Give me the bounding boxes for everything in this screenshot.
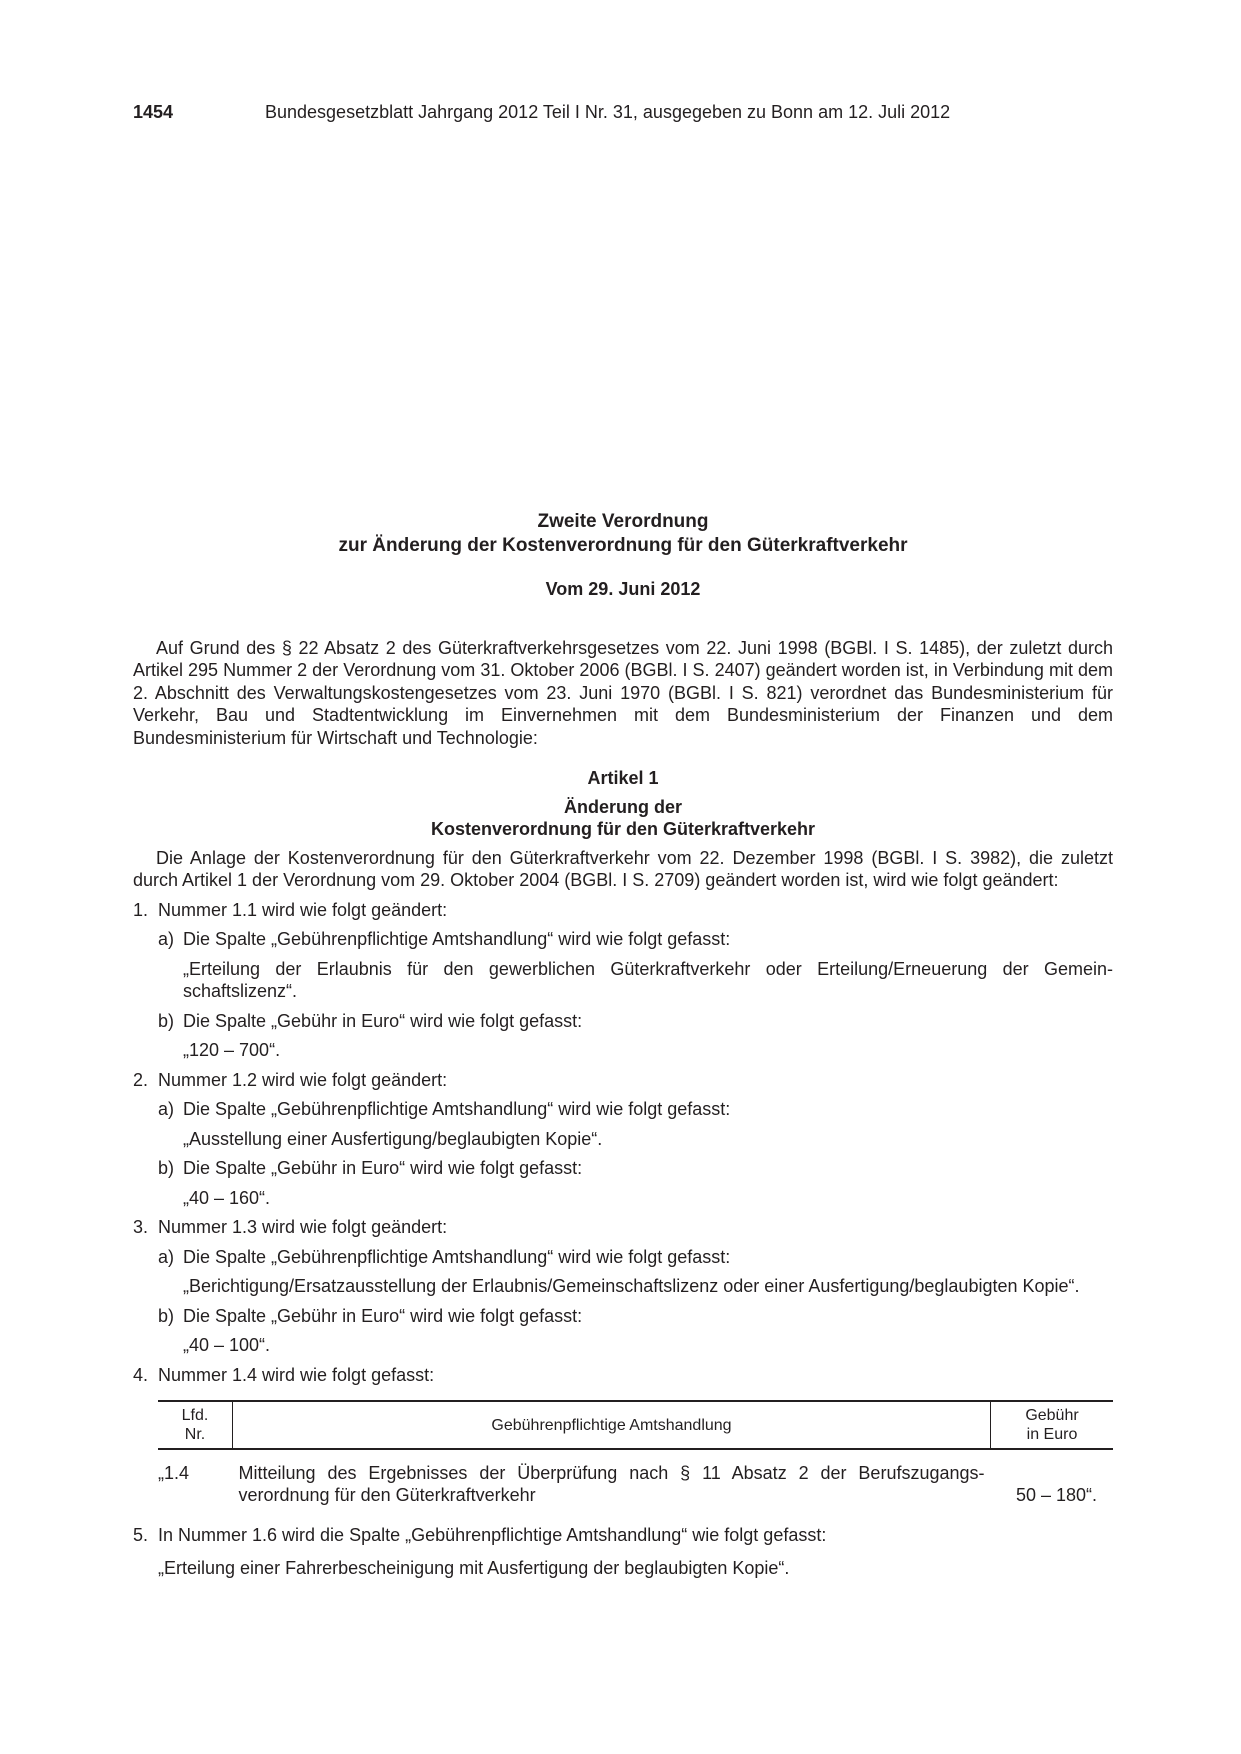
item-text: Nummer 1.2 wird wie folgt geändert: xyxy=(158,1069,448,1090)
title-line-1: Zweite Verordnung xyxy=(537,511,709,532)
sub-item-letter: b) xyxy=(158,1305,175,1326)
table-row xyxy=(158,1449,1113,1506)
sub-item xyxy=(133,1010,1113,1033)
sub-item xyxy=(133,1246,1113,1269)
sub-item-text: Die Spalte „Gebührenpflichtige Amtshandlung“ wird wie folgt gefasst: xyxy=(183,1099,731,1119)
article-heading: Artikel 1 xyxy=(587,768,659,788)
list-item xyxy=(133,1364,1113,1387)
item-text: Nummer 1.1 wird wie folgt geändert: xyxy=(158,899,448,920)
header-nr-line2: Nr. xyxy=(184,1426,206,1443)
sub-item-letter: a) xyxy=(158,1099,175,1119)
sub-item-letter: b) xyxy=(158,1158,175,1178)
header-lfd-nr xyxy=(158,1401,233,1449)
item-text: Nummer 1.4 wird wie folgt gefasst: xyxy=(158,1364,435,1385)
sub-item-letter: a) xyxy=(158,1246,175,1267)
sub-item-text: Die Spalte „Gebührenpflichtige Amtshandlung“ wird wie folgt gefasst: xyxy=(183,1246,731,1267)
sub-item-letter: a) xyxy=(158,929,175,949)
header-action: Gebührenpflichtige Amtshandlung xyxy=(233,1401,991,1449)
header-fee xyxy=(991,1401,1114,1449)
quote-text: „40 – 160“. xyxy=(183,1187,271,1208)
quote-text: „40 – 100“. xyxy=(183,1335,271,1355)
list-item xyxy=(133,899,1113,922)
cell-fee: 50 – 180“. xyxy=(1015,1485,1097,1505)
list-item xyxy=(133,1216,1113,1239)
quote-text: „Berichtigung/Ersatzausstellung der Erlaubnis/Gemeinschaftslizenz oder einer Ausfertigung/beglaubigten Kopie“. xyxy=(183,1276,1080,1296)
sub-item-text: Die Spalte „Gebühr in Euro“ wird wie folgt gefasst: xyxy=(183,1158,583,1178)
quote-text: „Erteilung der Erlaubnis für den gewerblichen Güterkraftverkehr oder Erteilung/Erneuerung der Gemein-schaftslizenz“. xyxy=(183,958,1113,1001)
sub-item xyxy=(133,1305,1113,1328)
cell-nr: „1.4 xyxy=(158,1463,190,1483)
item-number: 4. xyxy=(133,1364,149,1385)
quote-text: „120 – 700“. xyxy=(183,1040,281,1060)
quote-text: „Ausstellung einer Ausfertigung/beglaubigten Kopie“. xyxy=(183,1128,603,1149)
page-number: 1454 xyxy=(133,102,174,122)
item-number: 5. xyxy=(133,1525,149,1545)
article-subheading-1: Änderung der xyxy=(563,796,682,817)
cell-action: Mitteilung des Ergebnisses der Überprüfung nach § 11 Absatz 2 der Berufszugangs-verordnung für den Güterkraftverkehr xyxy=(238,1463,985,1505)
title-line-2: zur Änderung der Kostenverordnung für den Güterkraftverkehr xyxy=(338,535,908,556)
header-nr-line1: Lfd. xyxy=(181,1407,209,1424)
sub-item xyxy=(133,1157,1113,1180)
header-fee-line1: Gebühr xyxy=(1025,1407,1079,1424)
sub-item-text: Die Spalte „Gebühr in Euro“ wird wie folgt gefasst: xyxy=(183,1305,583,1326)
item-text: In Nummer 1.6 wird die Spalte „Gebührenpflichtige Amtshandlung“ wie folgt gefasst: xyxy=(158,1525,827,1545)
item-number: 2. xyxy=(133,1069,149,1090)
article-subheading-2: Kostenverordnung für den Güterkraftverkehr xyxy=(430,819,816,839)
item-number: 1. xyxy=(133,899,149,920)
publication-line: Bundesgesetzblatt Jahrgang 2012 Teil I Nr. 31, ausgegeben zu Bonn am 12. Juli 2012 xyxy=(265,102,951,122)
sub-item-text: Die Spalte „Gebühr in Euro“ wird wie folgt gefasst: xyxy=(183,1010,583,1031)
header-fee-line2: in Euro xyxy=(1026,1426,1078,1443)
article-intro: Die Anlage der Kostenverordnung für den Güterkraftverkehr vom 22. Dezember 1998 (BGBl. I S. 3982), die zuletzt durch Artikel 1 der Verordnung vom 29. Oktober 2004 (BGBl. I S. 2709) geändert worden ist, wird wie folgt geändert: xyxy=(133,847,1113,890)
sub-item xyxy=(133,928,1113,951)
document-body xyxy=(133,510,1113,1579)
preamble: Auf Grund des § 22 Absatz 2 des Güterkraftverkehrsgesetzes vom 22. Juni 1998 (BGBl. I S. 1485), der zuletzt durch Artikel 295 Nummer 2 der Verordnung vom 31. Oktober 2006 (BGBl. I S. 2407) geändert worden ist, in Verbindung mit dem 2. Abschnitt des Verwaltungskostengesetzes vom 23. Juni 1970 (BGBl. I S. 821) verordnet das Bundesministerium für Verkehr, Bau und Stadtentwicklung im Einvernehmen mit dem Bundesministerium der Finanzen und dem Bundesministerium für Wirtschaft und Technologie: xyxy=(133,637,1113,748)
item-number: 3. xyxy=(133,1217,149,1237)
list-item xyxy=(133,1524,1113,1547)
sub-item xyxy=(133,1098,1113,1121)
fee-table xyxy=(158,1400,1113,1506)
quote-text: „Erteilung einer Fahrerbescheinigung mit Ausfertigung der beglaubigten Kopie“. xyxy=(158,1557,790,1578)
item-text: Nummer 1.3 wird wie folgt geändert: xyxy=(158,1217,448,1237)
sub-item-letter: b) xyxy=(158,1010,175,1031)
list-item xyxy=(133,1069,1113,1092)
document-date: Vom 29. Juni 2012 xyxy=(545,579,701,599)
sub-item-text: Die Spalte „Gebührenpflichtige Amtshandlung“ wird wie folgt gefasst: xyxy=(183,929,731,949)
table-header-row xyxy=(158,1401,1113,1449)
